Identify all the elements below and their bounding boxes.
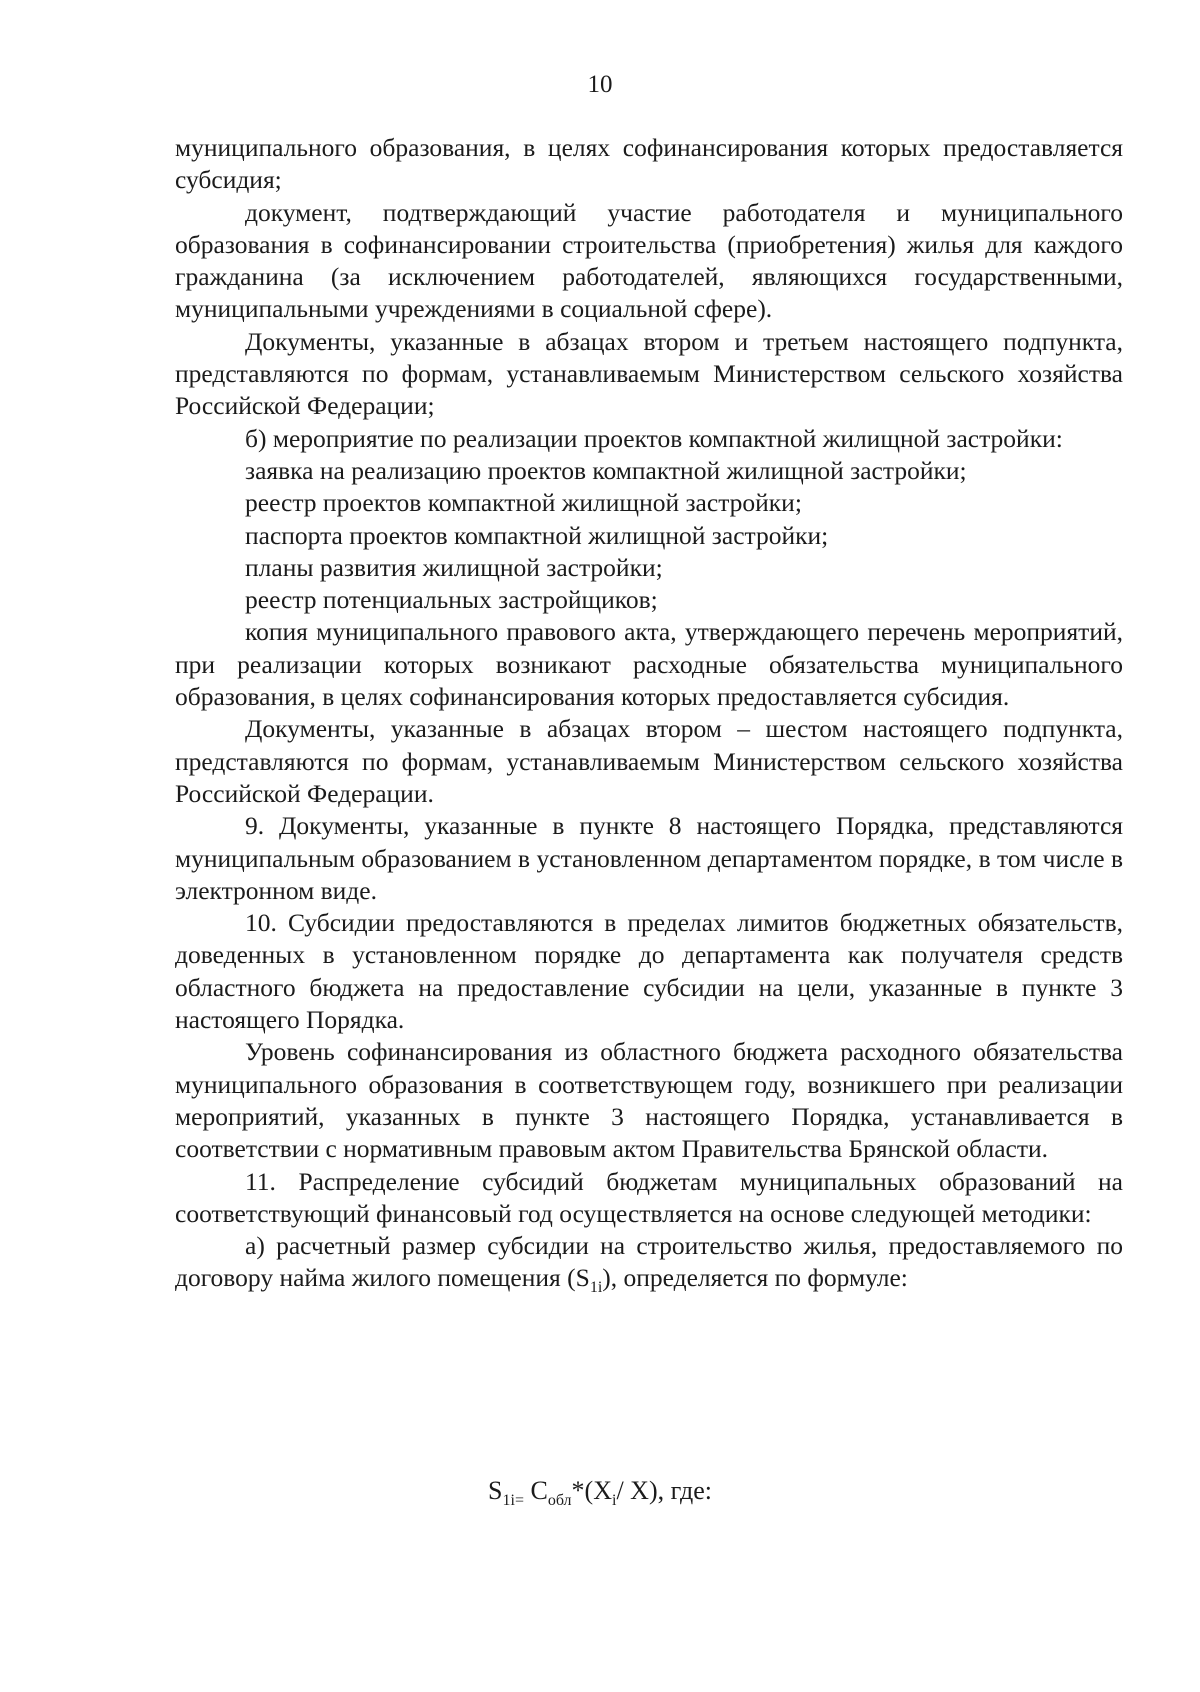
formula-s: S — [488, 1476, 503, 1505]
paragraph: 9. Документы, указанные в пункте 8 настоящего Порядка, представляются муниципальным образованием в установленном департаментом порядке, в том числе в электронном виде. — [175, 811, 1123, 905]
formula-x: *(X — [571, 1476, 612, 1505]
paragraph: документ, подтверждающий участие работодателя и муниципального образования в софинансировании строительства (приобретения) жилья для каждого гражданина (за исключением работодателей, являющихся государственными, муниципальными учреждениями в социальной сфере). — [175, 197, 1123, 324]
paragraph: паспорта проектов компактной жилищной застройки; — [245, 520, 829, 550]
paragraph: Документы, указанные в абзацах втором – шестом настоящего подпункта, представляются по формам, устанавливаемым Министерством сельского хозяйства Российской Федерации. — [175, 714, 1123, 808]
paragraph: муниципального образования, в целях софинансирования которых предоставляется субсидия; — [175, 133, 1123, 195]
paragraph: заявка на реализацию проектов компактной жилищной застройки; — [245, 455, 967, 485]
formula — [0, 1475, 1200, 1517]
paragraph: реестр потенциальных застройщиков; — [245, 585, 658, 615]
paragraph: 11. Распределение субсидий бюджетам муниципальных образований на соответствующий финансовый год осуществляется на основе следующей методики: — [175, 1166, 1123, 1228]
document-body — [175, 132, 1123, 1305]
paragraph: реестр проектов компактной жилищной застройки; — [245, 488, 802, 518]
inline-subscript: 1i — [589, 1279, 603, 1297]
formula-x-subscript: i — [611, 1492, 617, 1509]
paragraph: 10. Субсидии предоставляются в пределах лимитов бюджетных обязательств, доведенных в установленном порядке до департамента как получателя средств областного бюджета на предоставление субсидии на цели, указанные в пункте 3 настоящего Порядка. — [175, 908, 1123, 1035]
paragraph: Уровень софинансирования из областного бюджета расходного обязательства муниципального образования в соответствующем году, возникшего при реализации мероприятий, указанных в пункте 3 настоящего Порядка, устанавливается в соответствии с нормативным правовым актом Правительства Брянской области. — [175, 1037, 1123, 1164]
formula-tail: / X), где: — [616, 1476, 712, 1505]
paragraph: копия муниципального правового акта, утверждающего перечень мероприятий, при реализации которых возникают расходные обязательства муниципального образования, в целях софинансирования которых предоставляется субсидия. — [175, 617, 1123, 712]
page-number: 10 — [587, 71, 613, 98]
paragraph: Документы, указанные в абзацах втором и третьем настоящего подпункта, представляются по формам, устанавливаемым Министерством сельского хозяйства Российской Федерации; — [175, 326, 1123, 421]
formula-c-subscript: обл — [547, 1492, 572, 1509]
paragraph: б) мероприятие по реализации проектов компактной жилищной застройки: — [245, 423, 1063, 453]
formula-c: C — [523, 1476, 548, 1505]
formula-s-subscript: 1i= — [502, 1492, 524, 1509]
paragraph: а) расчетный размер субсидии на строительство жилья, предоставляемого по договору найма жилого помещения $(S_{1i})$, определяется по формуле: — [175, 1231, 1123, 1297]
paragraph: планы развития жилищной застройки; — [245, 552, 663, 582]
